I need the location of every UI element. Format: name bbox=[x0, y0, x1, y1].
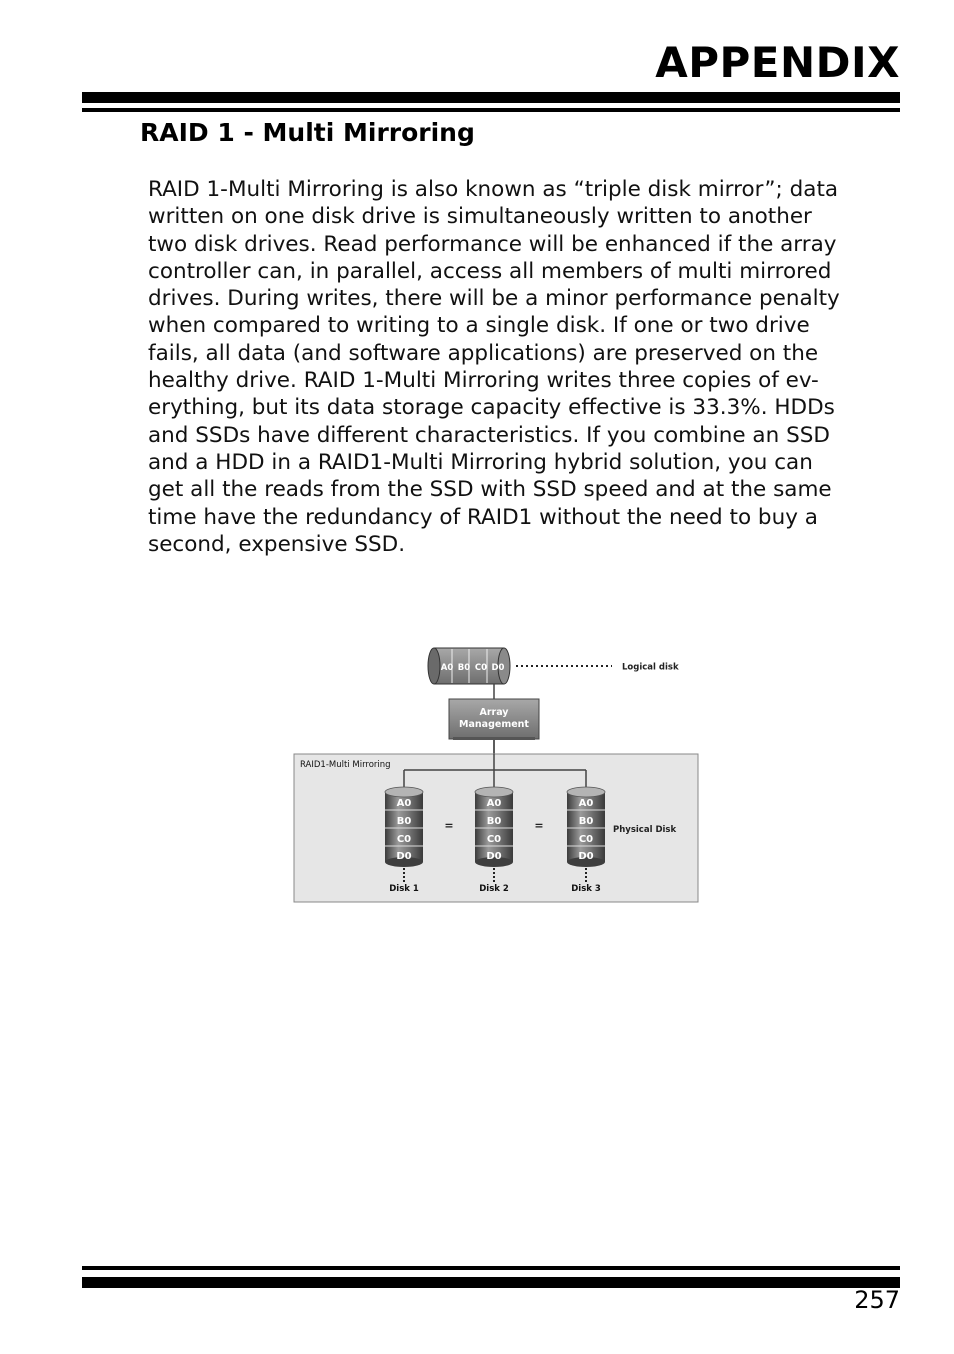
body-line: two disk drives. Read performance will be enhanced if the array bbox=[148, 231, 837, 257]
raid-group-label: RAID1-Multi Mirroring bbox=[300, 760, 391, 770]
logical-disk-label: Logical disk bbox=[622, 662, 679, 673]
body-line: healthy drive. RAID 1-Multi Mirroring writes three copies of ev- bbox=[148, 368, 819, 394]
disk-block: C0 bbox=[486, 834, 502, 845]
disk-block: C0 bbox=[578, 834, 594, 845]
section-title: RAID 1 - Multi Mirroring bbox=[140, 118, 475, 147]
disk-1-cylinder bbox=[385, 787, 423, 867]
logical-segment: A0 bbox=[440, 663, 454, 673]
disk-block: B0 bbox=[486, 816, 502, 827]
disk-block: A0 bbox=[396, 798, 412, 809]
logical-segment: D0 bbox=[491, 663, 505, 673]
raid-diagram bbox=[290, 644, 702, 906]
header-rule-thin bbox=[82, 108, 900, 112]
body-line: erything, but its data storage capacity effective is 33.3%. HDDs bbox=[148, 395, 835, 421]
array-management-box bbox=[449, 699, 539, 740]
disk-2-cylinder bbox=[475, 787, 513, 867]
body-line: and SSDs have different characteristics. If you combine an SSD bbox=[148, 422, 830, 448]
body-line: and a HDD in a RAID1-Multi Mirroring hybrid solution, you can bbox=[148, 449, 813, 475]
body-line: get all the reads from the SSD with SSD speed and at the same bbox=[148, 477, 832, 503]
disk-block: D0 bbox=[486, 851, 502, 862]
body-line: controller can, in parallel, access all members of multi mirrored bbox=[148, 258, 832, 284]
physical-disk-label: Physical Disk bbox=[613, 825, 677, 835]
disk-block: D0 bbox=[578, 851, 594, 862]
footer-rule-thin bbox=[82, 1266, 900, 1270]
disk-3-label: Disk 3 bbox=[571, 884, 601, 894]
logical-segment: B0 bbox=[457, 663, 471, 673]
equals-sign: = bbox=[534, 819, 544, 832]
body-line: time have the redundancy of RAID1 without the need to buy a bbox=[148, 504, 818, 530]
header-rule-thick bbox=[82, 92, 900, 103]
body-line: drives. During writes, there will be a minor performance penalty bbox=[148, 286, 840, 312]
disk-block: A0 bbox=[486, 798, 502, 809]
body-line: when compared to writing to a single disk. If one or two drive bbox=[148, 313, 810, 339]
header-title: APPENDIX bbox=[655, 38, 900, 87]
logical-disk bbox=[428, 648, 510, 684]
array-management-line2: Management bbox=[459, 719, 529, 730]
disk-block: B0 bbox=[578, 816, 594, 827]
body-paragraph bbox=[148, 176, 903, 558]
disk-block: A0 bbox=[578, 798, 594, 809]
equals-sign: = bbox=[444, 819, 454, 832]
disk-2-label: Disk 2 bbox=[479, 884, 509, 894]
disk-block: C0 bbox=[396, 834, 412, 845]
logical-segment: C0 bbox=[474, 663, 488, 673]
body-line: second, expensive SSD. bbox=[148, 531, 406, 557]
body-line: RAID 1-Multi Mirroring is also known as “triple disk mirror”; data bbox=[148, 177, 839, 202]
disk-block: D0 bbox=[396, 851, 412, 862]
body-line: written on one disk drive is simultaneously written to another bbox=[148, 204, 812, 230]
footer-rule-thick bbox=[82, 1277, 900, 1288]
disk-block: B0 bbox=[396, 816, 412, 827]
body-line: fails, all data (and software applications) are preserved on the bbox=[148, 340, 819, 366]
page-number: 257 bbox=[854, 1286, 900, 1314]
array-management-line1: Array bbox=[479, 707, 509, 718]
disk-1-label: Disk 1 bbox=[389, 884, 419, 894]
disk-3-cylinder bbox=[567, 787, 605, 867]
